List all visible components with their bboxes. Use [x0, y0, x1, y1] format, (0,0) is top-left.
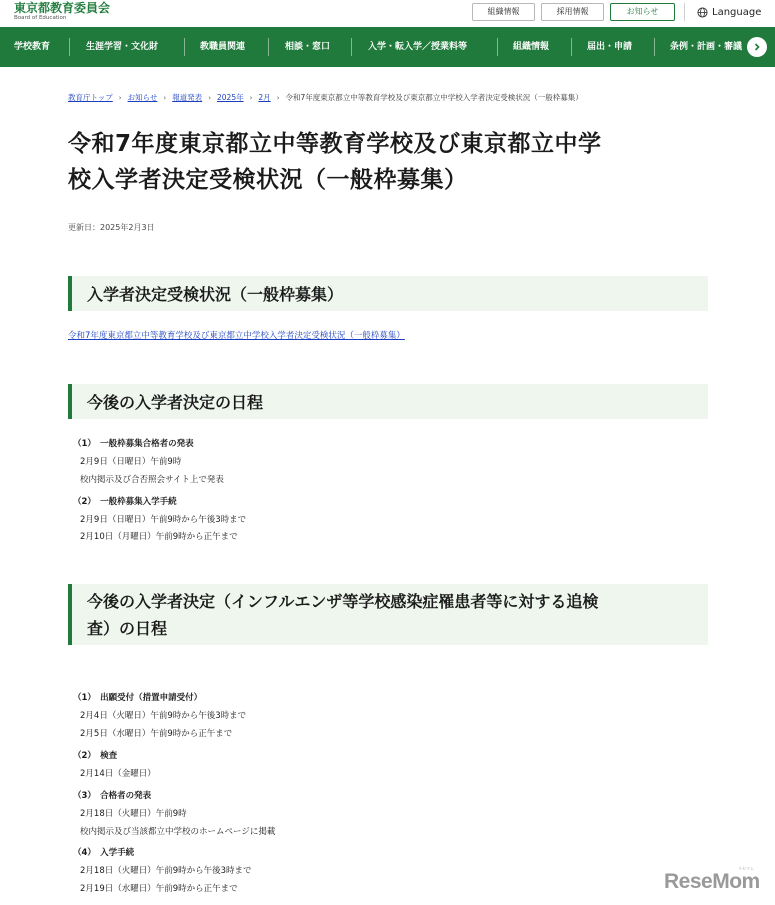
schedule-item-heading: （1） 出願受付（措置申請受付） — [73, 693, 203, 703]
nav-item-staff[interactable]: 教職員関連 — [200, 42, 246, 52]
nav-item-consultation[interactable]: 相談・窓口 — [285, 42, 331, 52]
section-heading-schedule: 今後の入学者決定の日程 — [68, 384, 708, 419]
nav-divider — [497, 38, 498, 56]
nav-item-admission[interactable]: 入学・転入学／授業料等 — [368, 42, 468, 52]
schedule-item-text: 2月18日（火曜日）午前9時 — [80, 809, 187, 819]
breadcrumb-current: 令和7年度東京都立中等教育学校及び東京都立中学校入学者決定受検状況（一般枠募集） — [285, 93, 583, 102]
nav-item-school-education[interactable]: 学校教育 — [14, 42, 51, 52]
breadcrumb — [68, 92, 708, 103]
global-nav — [0, 27, 775, 67]
section-heading-line: 査）の日程 — [87, 619, 168, 638]
page-title-line: 令和7年度東京都立中等教育学校及び東京都立中学 — [68, 131, 602, 157]
breadcrumb-link-top[interactable]: 教育庁トップ — [68, 93, 113, 102]
schedule-item-text: 2月19日（水曜日）午前9時から正午まで — [80, 884, 238, 894]
schedule-item-text: 2月14日（金曜日） — [80, 769, 156, 779]
header-divider — [684, 3, 685, 21]
nav-item-organization[interactable]: 組織情報 — [513, 42, 550, 52]
schedule-item-text: 校内掲示及び合否照会サイト上で発表 — [80, 475, 224, 485]
chevron-right-icon: › — [118, 93, 122, 102]
schedule-item-text: 2月9日（日曜日）午前9時 — [80, 457, 182, 467]
section-heading-line: 今後の入学者決定（インフルエンザ等学校感染症罹患者等に対する追検 — [87, 592, 599, 611]
nav-item-regulations[interactable]: 条例・計画・審議 — [670, 42, 743, 52]
nav-divider — [268, 38, 269, 56]
schedule-item-heading: （1） 一般枠募集合格者の発表 — [73, 439, 194, 449]
resemom-watermark: ReseMom — [664, 870, 760, 893]
org-info-button[interactable]: 組織情報 — [472, 3, 535, 21]
breadcrumb-link-news[interactable]: お知らせ — [127, 93, 158, 102]
updated-date: 更新日：2025年2月3日 — [68, 223, 155, 232]
schedule-item-text: 2月4日（火曜日）午前9時から午後3時まで — [80, 711, 247, 721]
schedule-item-text: 2月18日（火曜日）午前9時から午後3時まで — [80, 866, 252, 876]
schedule-item-text: 2月9日（日曜日）午前9時から午後3時まで — [80, 515, 247, 525]
page-title — [68, 126, 708, 198]
section-heading-makeup-schedule — [68, 584, 708, 645]
breadcrumb-link-month[interactable]: 2月 — [258, 93, 271, 102]
chevron-right-icon: › — [249, 93, 253, 102]
schedule-item-heading: （2） 一般枠募集入学手続 — [73, 497, 177, 507]
nav-divider — [69, 38, 70, 56]
watermark-small-text: リセマム — [738, 866, 754, 871]
news-button[interactable]: お知らせ — [610, 3, 675, 21]
site-logo[interactable] — [14, 1, 110, 22]
top-header — [0, 0, 775, 26]
breadcrumb-link-press[interactable]: 報道発表 — [172, 93, 203, 102]
page-title-line: 校入学者決定受検状況（一般枠募集） — [68, 167, 468, 193]
nav-next-button[interactable] — [747, 37, 767, 57]
status-document-link[interactable]: 令和7年度東京都立中等教育学校及び東京都立中学校入学者決定受検状況（一般枠募集） — [68, 331, 405, 341]
logo-title: 東京都教育委員会 — [14, 1, 111, 15]
schedule-item-heading: （2） 検査 — [73, 751, 118, 761]
chevron-right-icon: › — [208, 93, 211, 102]
nav-item-applications[interactable]: 届出・申請 — [587, 42, 633, 52]
chevron-right-icon — [753, 43, 761, 51]
nav-divider — [351, 38, 352, 56]
recruit-info-button[interactable]: 採用情報 — [541, 3, 604, 21]
chevron-right-icon: › — [163, 93, 167, 102]
nav-item-lifelong-learning[interactable]: 生涯学習・文化財 — [86, 42, 159, 52]
chevron-right-icon: › — [276, 93, 280, 102]
schedule-item-heading: （4） 入学手続 — [73, 848, 135, 858]
nav-divider — [184, 38, 185, 56]
nav-divider — [571, 38, 572, 56]
schedule-item-heading: （3） 合格者の発表 — [73, 791, 152, 801]
schedule-item-text: 2月10日（月曜日）午前9時から正午まで — [80, 532, 238, 542]
language-selector[interactable] — [697, 4, 761, 20]
logo-subtitle: Board of Education — [14, 15, 67, 21]
schedule-item-text: 校内掲示及び当該都立中学校のホームページに掲載 — [80, 827, 276, 837]
language-label: Language — [712, 6, 762, 18]
section-heading-status: 入学者決定受検状況（一般枠募集） — [68, 276, 708, 311]
schedule-item-text: 2月5日（水曜日）午前9時から正午まで — [80, 729, 233, 739]
globe-icon — [697, 7, 708, 18]
nav-divider — [654, 38, 655, 56]
breadcrumb-link-year[interactable]: 2025年 — [217, 93, 244, 102]
